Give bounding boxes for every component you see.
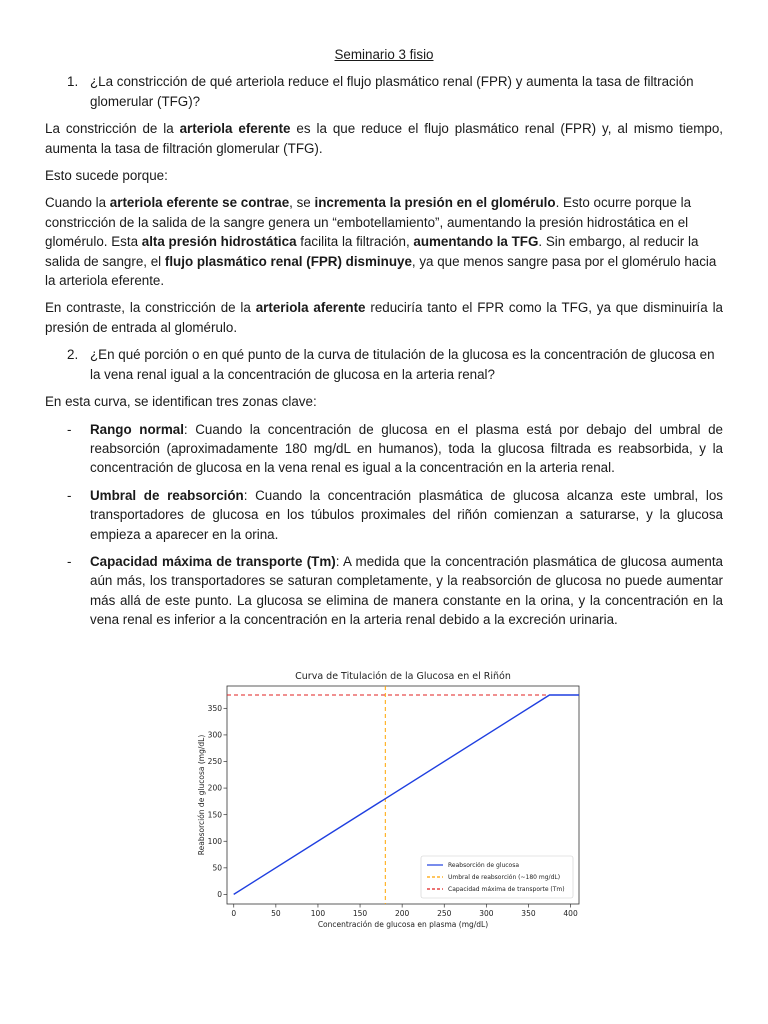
question-2 [45, 345, 723, 384]
text-run: La constricción de la [45, 121, 180, 137]
x-tick-label: 250 [437, 909, 452, 918]
glucose-titration-chart [186, 666, 586, 936]
question-number: 1. [67, 74, 79, 90]
y-tick-label: 300 [207, 730, 222, 740]
bullet-dash: - [67, 487, 72, 503]
bold-run: arteriola eferente [179, 121, 291, 137]
bold-run: alta presión hidrostática [141, 234, 297, 250]
legend-label: Reabsorción de glucosa [448, 862, 520, 870]
question-text: ¿La constricción de qué arteriola reduce el flujo plasmático renal (FPR) y aumenta la tasa de filtración glomerular (TFG)? [90, 74, 694, 109]
x-tick-label: 300 [479, 909, 494, 918]
answer-1-paragraph-2: Esto sucede porque: [45, 168, 168, 184]
answer-1-paragraph-3 [45, 193, 723, 290]
zone-item [45, 420, 723, 478]
y-tick-label: 0 [217, 890, 222, 900]
text-run: , ya que menos sangre pasa por el glomérulo hacia la arteriola eferente. [45, 253, 717, 289]
text-run: . Sin embargo, al reducir la salida de sangre, el [45, 234, 699, 269]
chart-title: Curva de Titulación de la Glucosa en el Riñón [295, 671, 511, 682]
zone-text: : Cuando la concentración plasmática de glucosa alcanza este umbral, los transportadores de glucosa en los túbulos proximales del riñón comienzan a saturarse, y la glucosa empieza a aparecer en la orina. [90, 487, 723, 542]
zone-item [45, 552, 723, 630]
zone-text: : Cuando la concentración de glucosa en el plasma está por debajo del umbral de reabsorción (aproximadamente 180 mg/dL en humanos), toda la glucosa filtrada es reabsorbida, y la concentración de glucosa en la vena renal es igual a la concentración en la arteria renal. [90, 421, 723, 476]
bullet-dash: - [67, 421, 72, 437]
question-text: ¿En qué porción o en qué punto de la curva de titulación de la glucosa es la concentración de glucosa en la vena renal igual a la concentración de glucosa en la arteria renal? [90, 347, 715, 382]
answer-1-paragraph-1 [45, 119, 723, 158]
legend-label: Umbral de reabsorción (~180 mg/dL) [448, 874, 561, 882]
answer-1-paragraph-4 [45, 298, 723, 337]
zone-name: Umbral de reabsorción [90, 487, 244, 503]
text-run: En contraste, la constricción de la [45, 300, 256, 316]
bold-run: flujo plasmático renal (FPR) disminuye [164, 253, 412, 269]
y-tick-label: 50 [212, 863, 222, 873]
text-run: facilita la filtración, [296, 234, 414, 250]
zones-list [45, 420, 723, 630]
x-tick-label: 0 [231, 909, 237, 918]
document-title: Seminario 3 fisio [334, 47, 434, 62]
text-run: Cuando la [45, 195, 110, 211]
chart-svg [186, 666, 586, 936]
text-run: . Esto ocurre porque la constricción de la salida de la sangre genera un “embotellamiento”, aumentando la presión hidrostática en el glomérulo. Esta [45, 195, 692, 250]
text-run: reduciría tanto el FPR como la TFG, ya que disminuiría la presión de entrada al glomérulo. [45, 300, 723, 335]
zone-item [45, 486, 723, 544]
x-tick-label: 350 [521, 909, 536, 918]
y-tick-label: 250 [207, 757, 222, 767]
x-tick-label: 50 [271, 909, 281, 918]
zone-name: Capacidad máxima de transporte (Tm) [90, 553, 336, 569]
answer-2-intro: En esta curva, se identifican tres zonas clave: [45, 394, 317, 410]
y-tick-label: 350 [207, 703, 222, 713]
x-tick-label: 150 [352, 909, 368, 918]
zone-name: Rango normal [90, 421, 184, 437]
bold-run: incrementa la presión en el glomérulo [314, 195, 556, 211]
y-tick-label: 100 [207, 836, 222, 846]
bold-run: arteriola aferente [255, 300, 366, 316]
legend-label: Capacidad máxima de transporte (Tm) [448, 886, 565, 894]
zone-text: : A medida que la concentración plasmática de glucosa aumenta aún más, los transportadores se saturan completamente, y la reabsorción de glucosa no puede aumentar más allá de este punto. La glucosa se elimina de manera constante en la orina, y la concentración en la vena renal es inferior a la concentración en la arteria renal debido a la excreción urinaria. [90, 553, 724, 628]
y-tick-label: 200 [207, 783, 222, 793]
x-tick-label: 200 [394, 909, 410, 918]
question-list-2 [45, 345, 723, 384]
text-run: , se [289, 195, 315, 211]
question-number: 2. [67, 347, 79, 363]
question-1 [45, 72, 723, 111]
bold-run: aumentando la TFG [413, 234, 539, 250]
question-list-1 [45, 72, 723, 111]
x-tick-label: 100 [310, 909, 326, 918]
bullet-dash: - [67, 553, 72, 569]
x-axis-label: Concentración de glucosa en plasma (mg/dL) [317, 920, 489, 929]
x-tick-label: 400 [563, 909, 578, 918]
y-axis-label: Reabsorción de glucosa (mg/dL) [197, 734, 206, 856]
y-tick-label: 150 [207, 810, 222, 820]
bold-run: arteriola eferente se contrae [109, 195, 290, 211]
document-page [45, 45, 723, 638]
text-run: es la que reduce el flujo plasmático renal (FPR) y, al mismo tiempo, aumenta la tasa de filtración glomerular (TFG). [45, 121, 723, 156]
